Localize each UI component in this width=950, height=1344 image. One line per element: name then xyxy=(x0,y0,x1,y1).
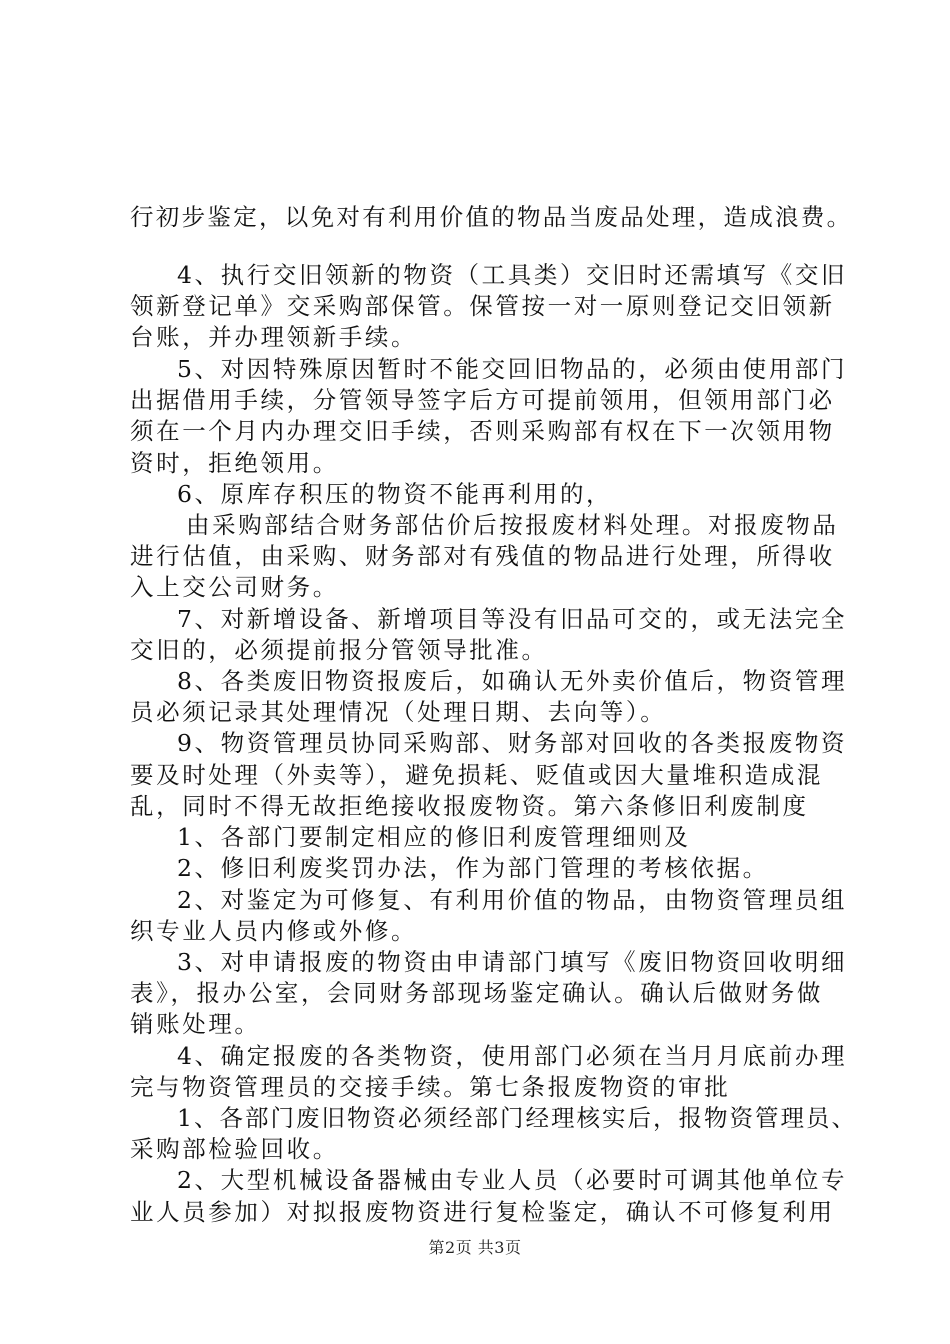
body-line-2: 4、执行交旧领新的物资（工具类）交旧时还需填写《交旧 xyxy=(177,260,848,289)
body-line-27: 4、确定报废的各类物资，使用部门必须在当月月底前办理 xyxy=(177,1041,848,1070)
body-line-9: 6、原库存积压的物资不能再利用的， xyxy=(177,479,613,508)
body-line-12: 入上交公司财务。 xyxy=(130,572,339,601)
page-number-footer: 第2页 共3页 xyxy=(428,1238,522,1257)
body-line-16: 员必须记录其处理情况（处理日期、去向等）。 xyxy=(130,697,667,726)
body-line-23: 织专业人员内修或外修。 xyxy=(130,916,418,945)
body-line-11: 进行估值，由采购、财务部对有残值的物品进行处理，所得收 xyxy=(130,541,835,570)
body-line-26: 销账处理。 xyxy=(130,1009,261,1038)
body-line-29: 1、各部门废旧物资必须经部门经理核实后，报物资管理员、 xyxy=(177,1103,857,1132)
body-line-7: 须在一个月内办理交旧手续，否则采购部有权在下一次领用物 xyxy=(130,416,835,445)
body-line-18: 要及时处理（外卖等），避免损耗、贬值或因大量堆积造成混 xyxy=(130,760,823,789)
body-line-21: 2、修旧利废奖罚办法，作为部门管理的考核依据。 xyxy=(177,853,769,882)
body-line-13: 7、对新增设备、新增项目等没有旧品可交的，或无法完全 xyxy=(177,604,848,633)
body-line-5: 5、对因特殊原因暂时不能交回旧物品的，必须由使用部门 xyxy=(177,354,848,383)
body-line-32: 业人员参加）对拟报废物资进行复检鉴定，确认不可修复利用 xyxy=(130,1197,835,1226)
body-line-1: 行初步鉴定，以免对有利用价值的物品当废品处理，造成浪费。 xyxy=(130,202,853,231)
body-line-31: 2、大型机械设备器械由专业人员（必要时可调其他单位专 xyxy=(177,1165,848,1194)
body-line-28: 完与物资管理员的交接手续。第七条报废物资的审批 xyxy=(130,1072,731,1101)
body-line-30: 采购部检验回收。 xyxy=(130,1134,339,1163)
body-line-15: 8、各类废旧物资报废后，如确认无外卖价值后，物资管理 xyxy=(177,666,848,695)
body-line-8: 资时，拒绝领用。 xyxy=(130,448,339,477)
body-line-19: 乱，同时不得无故拒绝接收报废物资。第六条修旧利废制度 xyxy=(130,791,809,820)
body-line-22: 2、对鉴定为可修复、有利用价值的物品，由物资管理员组 xyxy=(177,885,848,914)
body-line-4: 台账，并办理领新手续。 xyxy=(130,322,418,351)
body-line-6: 出据借用手续，分管领导签字后方可提前领用，但领用部门必 xyxy=(130,385,835,414)
body-line-24: 3、对申请报废的物资由申请部门填写《废旧物资回收明细 xyxy=(177,947,848,976)
body-line-25: 表》，报办公室，会同财务部现场鉴定确认。确认后做财务做 xyxy=(130,978,823,1007)
body-line-20: 1、各部门要制定相应的修旧利废管理细则及 xyxy=(177,822,691,851)
body-line-17: 9、物资管理员协同采购部、财务部对回收的各类报废物资 xyxy=(177,728,848,757)
body-line-3: 领新登记单》交采购部保管。保管按一对一原则登记交旧领新 xyxy=(130,291,835,320)
body-line-14: 交旧的，必须提前报分管领导批准。 xyxy=(130,635,548,664)
body-line-10: 由采购部结合财务部估价后按报废材料处理。对报废物品 xyxy=(186,510,839,539)
